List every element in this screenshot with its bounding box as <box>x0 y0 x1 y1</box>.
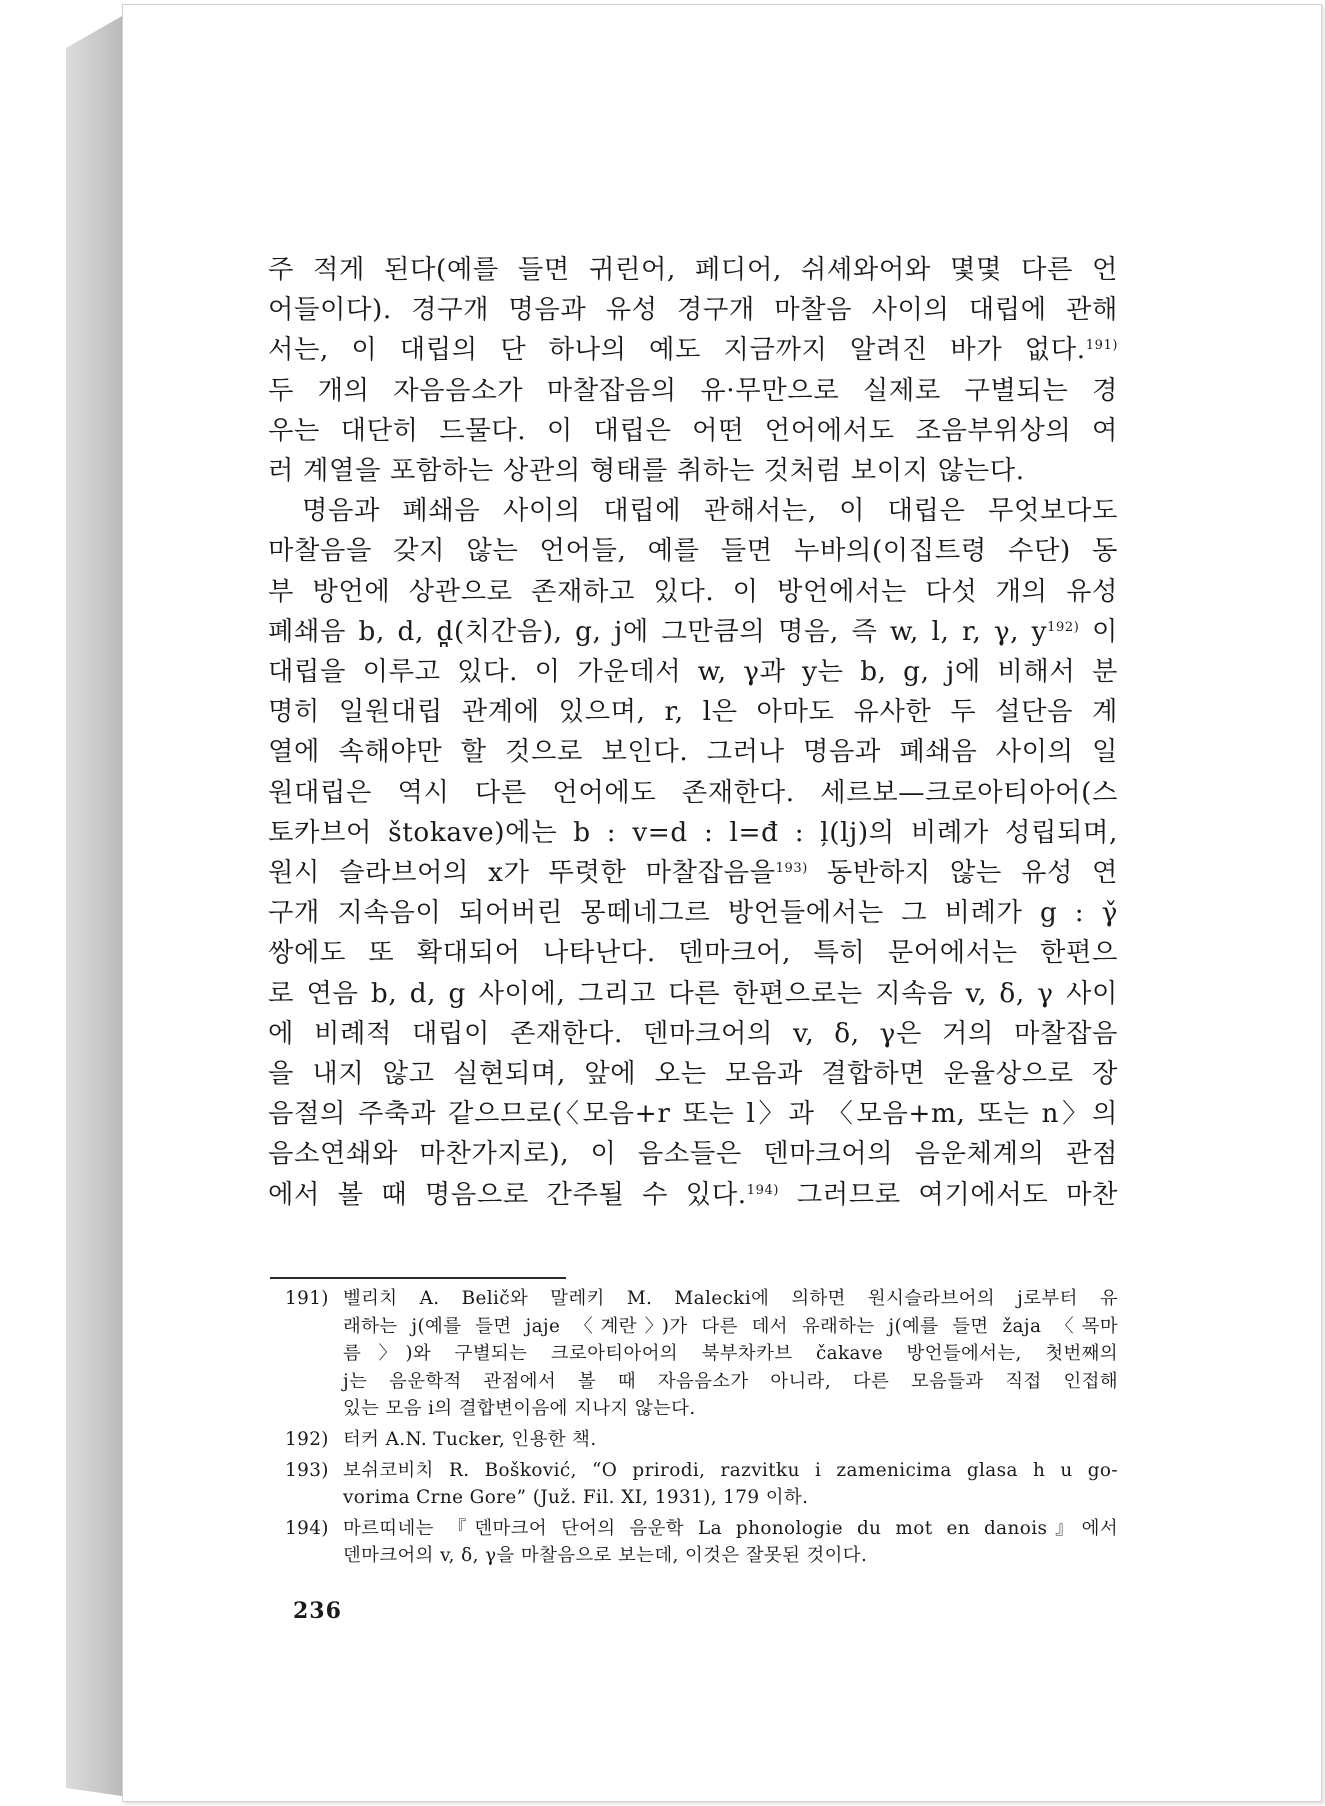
text-line: 음소연쇄와 마찬가지로), 이 음소들은 덴마크어의 음운체계의 관점 <box>268 1139 1118 1170</box>
text-segment: 이 <box>1079 616 1118 647</box>
footnote-number: 192) <box>285 1428 329 1450</box>
text-line: 구개 지속음이 되어버린 몽떼네그르 방언들에서는 그 비례가 g : γ̌ <box>268 898 1118 929</box>
footnote-line: 터커 A.N. Tucker, 인용한 책. <box>343 1428 597 1450</box>
text-line: 쌍에도 또 확대되어 나타난다. 덴마크어, 특히 문어에서는 한편으 <box>268 938 1118 969</box>
text-line <box>268 330 1118 370</box>
text-line: 러 계열을 포함하는 상관의 형태를 취하는 것처럼 보이지 않는다. <box>268 456 1025 487</box>
text-line <box>268 853 1118 893</box>
footnote-192 <box>285 1426 1118 1454</box>
text-line: 주 적게 된다(예를 들면 귀린어, 페디어, 쉬셰와어와 몇몇 다른 언 <box>268 255 1118 285</box>
text-line: 명음과 폐쇄음 사이의 대립에 관해서는, 이 대립은 무엇보다도 <box>302 496 1118 527</box>
paragraph-2 <box>268 491 1118 1215</box>
footnote-ref-191: 191) <box>1085 338 1118 354</box>
text-line: 명히 일원대립 관계에 있으며, r, l은 아마도 유사한 두 설단음 계 <box>268 697 1118 728</box>
book-spine-edge <box>66 16 122 1796</box>
footnote-divider <box>270 1277 566 1279</box>
footnote-number: 193) <box>285 1459 329 1481</box>
text-line: 원대립은 역시 다른 언어에도 존재한다. 세르보—크로아티아어(스 <box>268 777 1118 808</box>
text-segment: 동반하지 않는 유성 연 <box>807 858 1118 889</box>
footnote-ref-193: 193) <box>775 861 808 877</box>
body-text <box>268 250 1118 1215</box>
footnote-193 <box>285 1457 1118 1512</box>
text-segment: 그러므로 여기에서도 마찬 <box>779 1179 1118 1210</box>
footnote-191 <box>285 1285 1118 1423</box>
text-segment: 폐쇄음 b, d, d̪(치간음), g, j에 그만큼의 명음, 즉 w, l, r, γ, y <box>268 616 1048 647</box>
text-line <box>268 612 1118 652</box>
page-number: 236 <box>293 1598 342 1624</box>
footnotes <box>285 1285 1118 1573</box>
footnote-line: vorima Crne Gore” (Juž. Fil. XI, 1931), 179 이하. <box>343 1487 809 1509</box>
footnote-line: 있는 모음 i의 결합변이음에 지나지 않는다. <box>343 1398 696 1420</box>
footnote-ref-192: 192) <box>1047 619 1080 635</box>
footnote-line: 마르띠네는 『덴마크어 단어의 음운학 La phonologie du mot en danois』에서 <box>343 1517 1118 1539</box>
text-line: 에 비례적 대립이 존재한다. 덴마크어의 v, δ, γ은 거의 마찰잡음 <box>268 1018 1118 1049</box>
text-line: 부 방언에 상관으로 존재하고 있다. 이 방언에서는 다섯 개의 유성 <box>268 576 1118 607</box>
footnote-line: 벨리치 A. Belič와 말레키 M. Malecki에 의하면 원시슬라브어의 j로부터 유 <box>343 1288 1118 1309</box>
footnote-line: 덴마크어의 v, δ, γ을 마찰음으로 보는데, 이것은 잘못된 것이다. <box>343 1545 868 1567</box>
text-line: 토카브어 štokave)에는 b : v=d : l=đ : ļ(lj)의 비례가 성립되며, <box>268 817 1118 848</box>
text-segment: 에서 볼 때 명음으로 간주될 수 있다. <box>268 1179 747 1210</box>
text-line: 어들이다). 경구개 명음과 유성 경구개 마찰음 사이의 대립에 관해 <box>268 295 1118 326</box>
text-line: 마찰음을 갖지 않는 언어들, 예를 들면 누바의(이집트령 수단) 동 <box>268 536 1118 567</box>
footnote-line: j는 음운학적 관점에서 볼 때 자음음소가 아니라, 다른 모음들과 직접 인접해 <box>343 1370 1118 1392</box>
text-line: 두 개의 자음음소가 마찰잡음의 유·무만으로 실제로 구별되는 경 <box>268 375 1118 406</box>
paragraph-1 <box>268 250 1118 491</box>
footnote-ref-194: 194) <box>746 1182 780 1198</box>
text-line: 음절의 주축과 같으므로(〈모음+r 또는 l〉과 〈모음+m, 또는 n〉의 <box>268 1099 1118 1130</box>
footnote-line: 름〉)와 구별되는 크로아티아어의 북부차카브 čakave 방언들에서는, 첫번째의 <box>343 1343 1118 1365</box>
text-line: 로 연음 b, d, g 사이에, 그리고 다른 한편으로는 지속음 v, δ, γ 사이 <box>268 978 1118 1009</box>
text-line: 열에 속해야만 할 것으로 보인다. 그러나 명음과 폐쇄음 사이의 일 <box>268 737 1118 768</box>
text-segment: 서는, 이 대립의 단 하나의 예도 지금까지 알려진 바가 없다. <box>268 335 1086 366</box>
footnote-number: 191) <box>285 1288 329 1309</box>
text-line: 대립을 이루고 있다. 이 가운데서 w, γ과 y는 b, g, j에 비해서 분 <box>268 657 1118 688</box>
text-line: 우는 대단히 드물다. 이 대립은 어떤 언어에서도 조음부위상의 여 <box>268 415 1118 446</box>
footnote-194 <box>285 1515 1118 1570</box>
text-segment: 원시 슬라브어의 x가 뚜렷한 마찰잡음을 <box>268 858 776 889</box>
text-line: 을 내지 않고 실현되며, 앞에 오는 모음과 결합하면 운율상으로 장 <box>268 1059 1118 1090</box>
footnote-number: 194) <box>285 1517 329 1539</box>
footnote-line: 래하는 j(예를 들면 jaje 〈계란〉)가 다른 데서 유래하는 j(예를 들면 žaja 〈목마 <box>343 1315 1118 1337</box>
text-line <box>268 1175 1118 1215</box>
footnote-line: 보쉬코비치 R. Bošković, “O prirodi, razvitku i zamenicima glasa h u go- <box>343 1459 1118 1481</box>
